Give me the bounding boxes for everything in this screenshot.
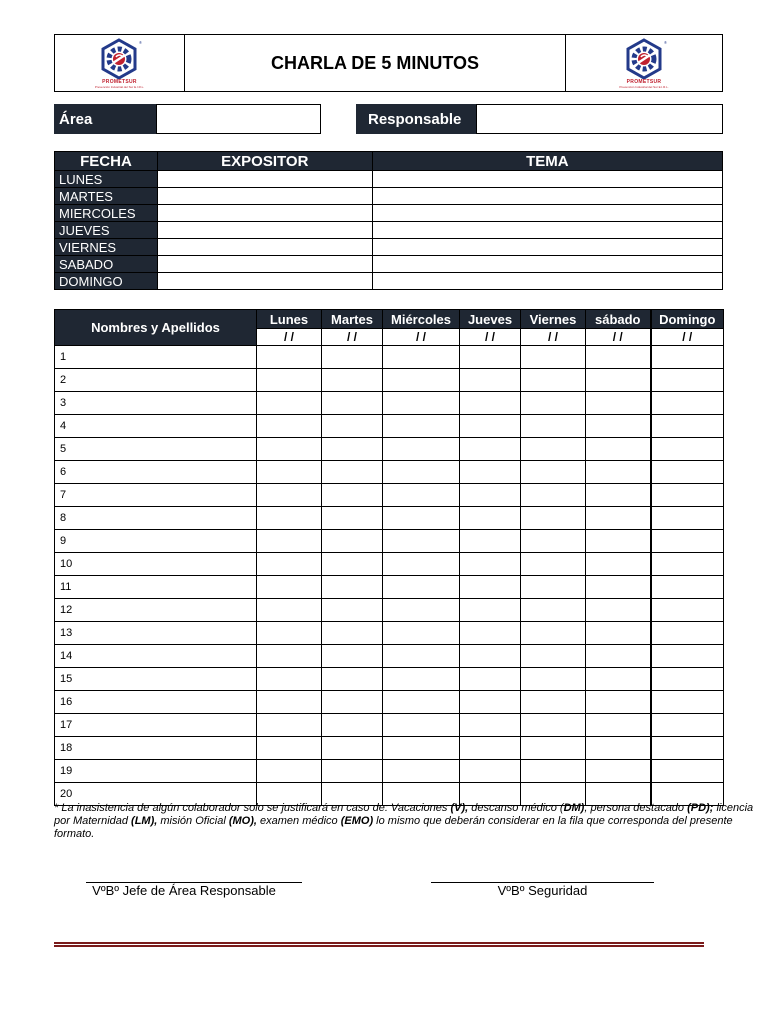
logo-cell-left <box>55 35 185 91</box>
names-header: Nombres y Apellidos <box>55 310 257 346</box>
expositor-cell[interactable] <box>157 273 372 290</box>
attendance-row <box>55 438 724 461</box>
footnote-text: descanso médico ( <box>468 802 564 814</box>
attendance-row <box>55 599 724 622</box>
attendance-cell[interactable] <box>322 599 383 622</box>
expositor-cell[interactable] <box>157 222 372 239</box>
attendance-cell[interactable] <box>651 668 724 691</box>
expositor-cell[interactable] <box>157 171 372 188</box>
attendance-cell[interactable] <box>383 622 460 645</box>
attendance-cell[interactable] <box>521 714 586 737</box>
attendance-cell[interactable] <box>322 346 383 369</box>
attendance-day-row <box>55 310 724 329</box>
attendance-cell[interactable] <box>460 507 521 530</box>
row-number[interactable]: 5 <box>55 438 257 461</box>
row-number[interactable]: 16 <box>55 691 257 714</box>
attendance-cell[interactable] <box>383 714 460 737</box>
attendance-cell[interactable] <box>586 484 651 507</box>
day-header-sabado: sábado <box>586 310 651 329</box>
attendance-cell[interactable] <box>651 438 724 461</box>
signature-label-right: VºBº Seguridad <box>497 883 588 898</box>
attendance-cell[interactable] <box>460 599 521 622</box>
day-label: DOMINGO <box>55 273 158 290</box>
attendance-cell[interactable] <box>521 415 586 438</box>
responsable-label: Responsable <box>356 104 476 134</box>
company-logo <box>619 38 668 89</box>
row-number[interactable]: 18 <box>55 737 257 760</box>
attendance-row <box>55 369 724 392</box>
tema-cell[interactable] <box>372 171 722 188</box>
attendance-cell[interactable] <box>460 530 521 553</box>
attendance-cell[interactable] <box>383 346 460 369</box>
attendance-cell[interactable] <box>521 760 586 783</box>
attendance-cell[interactable] <box>586 461 651 484</box>
attendance-cell[interactable] <box>586 530 651 553</box>
attendance-cell[interactable] <box>521 438 586 461</box>
day-header-martes: Martes <box>322 310 383 329</box>
attendance-cell[interactable] <box>460 576 521 599</box>
attendance-cell[interactable] <box>651 622 724 645</box>
schedule-table <box>54 151 723 290</box>
attendance-cell[interactable] <box>651 484 724 507</box>
schedule-row <box>55 222 723 239</box>
attendance-cell[interactable] <box>586 714 651 737</box>
footnote-code: (MO), <box>228 815 257 827</box>
attendance-cell[interactable] <box>383 461 460 484</box>
attendance-cell[interactable] <box>322 714 383 737</box>
attendance-cell[interactable] <box>257 737 322 760</box>
attendance-cell[interactable] <box>586 369 651 392</box>
attendance-cell[interactable] <box>322 507 383 530</box>
attendance-cell[interactable] <box>460 737 521 760</box>
footnote-text: misión Oficial <box>157 815 229 827</box>
attendance-cell[interactable] <box>460 714 521 737</box>
attendance-cell[interactable] <box>586 553 651 576</box>
attendance-cell[interactable] <box>521 691 586 714</box>
day-header-viernes: Viernes <box>521 310 586 329</box>
footnote-code: DM) <box>563 802 585 814</box>
attendance-cell[interactable] <box>322 438 383 461</box>
attendance-cell[interactable] <box>322 691 383 714</box>
schedule-row <box>55 239 723 256</box>
company-logo <box>95 38 144 89</box>
attendance-cell[interactable] <box>651 691 724 714</box>
attendance-cell[interactable] <box>257 415 322 438</box>
footnote <box>54 802 754 841</box>
attendance-row <box>55 576 724 599</box>
attendance-cell[interactable] <box>257 369 322 392</box>
attendance-cell[interactable] <box>651 369 724 392</box>
tema-header: TEMA <box>372 152 722 171</box>
day-header-lunes: Lunes <box>257 310 322 329</box>
attendance-cell[interactable] <box>383 530 460 553</box>
attendance-cell[interactable] <box>257 484 322 507</box>
attendance-cell[interactable] <box>257 668 322 691</box>
attendance-cell[interactable] <box>322 760 383 783</box>
bottom-rule <box>54 942 704 947</box>
attendance-cell[interactable] <box>521 645 586 668</box>
attendance-cell[interactable] <box>586 415 651 438</box>
attendance-row <box>55 415 724 438</box>
attendance-row <box>55 507 724 530</box>
row-number[interactable]: 8 <box>55 507 257 530</box>
day-label: MIERCOLES <box>55 205 158 222</box>
attendance-cell[interactable] <box>257 760 322 783</box>
attendance-cell[interactable] <box>383 645 460 668</box>
attendance-cell[interactable] <box>651 599 724 622</box>
row-number[interactable]: 17 <box>55 714 257 737</box>
attendance-cell[interactable] <box>651 507 724 530</box>
attendance-cell[interactable] <box>651 346 724 369</box>
row-number[interactable]: 19 <box>55 760 257 783</box>
attendance-cell[interactable] <box>460 392 521 415</box>
date-field[interactable]: / / <box>383 329 460 346</box>
footnote-text: * La inasistencia de algún colaborador solo se justificará en caso de: Vacaciones <box>54 802 451 814</box>
attendance-cell[interactable] <box>521 461 586 484</box>
logo-tagline: Prevención Industrial del Sur E.I.R.L. <box>619 84 669 89</box>
date-field[interactable]: / / <box>257 329 322 346</box>
attendance-cell[interactable] <box>460 691 521 714</box>
area-field[interactable] <box>156 104 321 134</box>
attendance-cell[interactable] <box>586 599 651 622</box>
logo-brand-text: PROMETSUR <box>102 78 137 85</box>
tema-cell[interactable] <box>372 256 722 273</box>
attendance-cell[interactable] <box>651 760 724 783</box>
attendance-cell[interactable] <box>521 737 586 760</box>
row-number[interactable]: 1 <box>55 346 257 369</box>
footnote-code: (EMO) <box>340 815 374 827</box>
attendance-cell[interactable] <box>383 507 460 530</box>
attendance-cell[interactable] <box>460 645 521 668</box>
attendance-cell[interactable] <box>521 346 586 369</box>
attendance-cell[interactable] <box>257 576 322 599</box>
attendance-cell[interactable] <box>460 369 521 392</box>
attendance-row <box>55 691 724 714</box>
document-title: CHARLA DE 5 MINUTOS <box>270 52 479 73</box>
expositor-cell[interactable] <box>157 188 372 205</box>
schedule-row <box>55 188 723 205</box>
logo-brand-text: PROMETSUR <box>626 78 662 85</box>
footnote-text: lo mismo que deberán considerar en la fila que corresponda del presente formato. <box>54 815 733 840</box>
row-number[interactable]: 14 <box>55 645 257 668</box>
attendance-cell[interactable] <box>651 737 724 760</box>
date-field[interactable]: / / <box>322 329 383 346</box>
attendance-cell[interactable] <box>383 737 460 760</box>
svg-text:®: ® <box>139 39 143 45</box>
tema-cell[interactable] <box>372 205 722 222</box>
schedule-header-row <box>55 152 723 171</box>
day-label: VIERNES <box>55 239 158 256</box>
attendance-cell[interactable] <box>521 668 586 691</box>
area-label: Área <box>54 104 156 134</box>
footnote-code: (PD); <box>687 802 714 814</box>
tema-cell[interactable] <box>372 188 722 205</box>
attendance-cell[interactable] <box>460 668 521 691</box>
attendance-cell[interactable] <box>383 576 460 599</box>
document-header <box>54 34 723 92</box>
attendance-cell[interactable] <box>383 415 460 438</box>
attendance-row <box>55 714 724 737</box>
attendance-cell[interactable] <box>257 392 322 415</box>
day-label: MARTES <box>55 188 158 205</box>
signature-label-left: VºBº Jefe de Área Responsable <box>92 883 276 898</box>
attendance-table <box>54 309 724 806</box>
attendance-cell[interactable] <box>257 346 322 369</box>
attendance-cell[interactable] <box>586 576 651 599</box>
attendance-cell[interactable] <box>651 553 724 576</box>
attendance-row <box>55 553 724 576</box>
attendance-cell[interactable] <box>257 507 322 530</box>
schedule-row <box>55 205 723 222</box>
fecha-header: FECHA <box>55 152 158 171</box>
attendance-cell[interactable] <box>521 622 586 645</box>
footnote-text: , persona destacado <box>584 802 688 814</box>
attendance-cell[interactable] <box>586 438 651 461</box>
attendance-cell[interactable] <box>651 645 724 668</box>
attendance-cell[interactable] <box>521 576 586 599</box>
day-label: SABADO <box>55 256 158 273</box>
attendance-cell[interactable] <box>383 760 460 783</box>
attendance-cell[interactable] <box>460 553 521 576</box>
attendance-cell[interactable] <box>586 691 651 714</box>
attendance-cell[interactable] <box>651 576 724 599</box>
tema-cell[interactable] <box>372 222 722 239</box>
row-number[interactable]: 7 <box>55 484 257 507</box>
logo-tagline: Prevención Industrial del Sur E.I.R.L. <box>94 84 145 89</box>
attendance-cell[interactable] <box>322 530 383 553</box>
attendance-row <box>55 530 724 553</box>
row-number[interactable]: 15 <box>55 668 257 691</box>
tema-cell[interactable] <box>372 239 722 256</box>
attendance-cell[interactable] <box>651 461 724 484</box>
attendance-cell[interactable] <box>651 415 724 438</box>
attendance-cell[interactable] <box>521 369 586 392</box>
row-number[interactable]: 12 <box>55 599 257 622</box>
attendance-cell[interactable] <box>322 553 383 576</box>
attendance-cell[interactable] <box>460 461 521 484</box>
row-number[interactable]: 13 <box>55 622 257 645</box>
logo-cell-right <box>565 35 722 91</box>
day-label: JUEVES <box>55 222 158 239</box>
attendance-cell[interactable] <box>586 392 651 415</box>
attendance-cell[interactable] <box>257 622 322 645</box>
attendance-row <box>55 668 724 691</box>
attendance-cell[interactable] <box>651 392 724 415</box>
expositor-cell[interactable] <box>157 256 372 273</box>
row-number[interactable]: 10 <box>55 553 257 576</box>
attendance-cell[interactable] <box>521 484 586 507</box>
schedule-row <box>55 256 723 273</box>
footnote-text: examen médico <box>256 815 341 827</box>
attendance-cell[interactable] <box>651 530 724 553</box>
attendance-cell[interactable] <box>383 392 460 415</box>
day-header-miercoles: Miércoles <box>383 310 460 329</box>
attendance-cell[interactable] <box>383 484 460 507</box>
gear-logo-icon <box>95 38 143 80</box>
row-number[interactable]: 6 <box>55 461 257 484</box>
attendance-cell[interactable] <box>383 691 460 714</box>
attendance-cell[interactable] <box>460 622 521 645</box>
attendance-cell[interactable] <box>322 369 383 392</box>
row-number[interactable]: 11 <box>55 576 257 599</box>
date-field[interactable]: / / <box>586 329 651 346</box>
attendance-cell[interactable] <box>521 553 586 576</box>
attendance-row <box>55 484 724 507</box>
attendance-cell[interactable] <box>257 530 322 553</box>
attendance-cell[interactable] <box>383 369 460 392</box>
date-field[interactable]: / / <box>651 329 724 346</box>
attendance-cell[interactable] <box>460 346 521 369</box>
footnote-code: (V), <box>450 802 469 814</box>
footnote-text: licencia por Maternidad <box>54 802 754 827</box>
attendance-cell[interactable] <box>322 622 383 645</box>
attendance-cell[interactable] <box>322 461 383 484</box>
attendance-row <box>55 760 724 783</box>
attendance-cell[interactable] <box>586 622 651 645</box>
attendance-cell[interactable] <box>322 484 383 507</box>
row-number[interactable]: 9 <box>55 530 257 553</box>
attendance-cell[interactable] <box>586 760 651 783</box>
expositor-header: EXPOSITOR <box>157 152 372 171</box>
attendance-cell[interactable] <box>322 392 383 415</box>
attendance-cell[interactable] <box>521 599 586 622</box>
svg-text:®: ® <box>663 39 667 45</box>
responsable-field[interactable] <box>476 104 723 134</box>
schedule-row <box>55 273 723 290</box>
attendance-cell[interactable] <box>521 392 586 415</box>
attendance-cell[interactable] <box>460 415 521 438</box>
row-number[interactable]: 4 <box>55 415 257 438</box>
attendance-cell[interactable] <box>383 668 460 691</box>
attendance-cell[interactable] <box>383 599 460 622</box>
attendance-cell[interactable] <box>586 507 651 530</box>
day-header-domingo: Domingo <box>651 310 724 329</box>
attendance-row <box>55 737 724 760</box>
attendance-cell[interactable] <box>383 553 460 576</box>
attendance-cell[interactable] <box>322 645 383 668</box>
attendance-cell[interactable] <box>460 760 521 783</box>
attendance-cell[interactable] <box>460 484 521 507</box>
expositor-cell[interactable] <box>157 205 372 222</box>
attendance-row <box>55 622 724 645</box>
attendance-row <box>55 346 724 369</box>
attendance-row <box>55 392 724 415</box>
attendance-cell[interactable] <box>257 714 322 737</box>
expositor-cell[interactable] <box>157 239 372 256</box>
attendance-cell[interactable] <box>586 737 651 760</box>
day-label: LUNES <box>55 171 158 188</box>
tema-cell[interactable] <box>372 273 722 290</box>
attendance-cell[interactable] <box>257 599 322 622</box>
attendance-cell[interactable] <box>257 461 322 484</box>
attendance-cell[interactable] <box>322 668 383 691</box>
day-header-jueves: Jueves <box>460 310 521 329</box>
attendance-cell[interactable] <box>521 507 586 530</box>
attendance-body <box>55 346 724 806</box>
attendance-cell[interactable] <box>257 553 322 576</box>
attendance-cell[interactable] <box>322 415 383 438</box>
date-field[interactable]: / / <box>521 329 586 346</box>
attendance-cell[interactable] <box>586 668 651 691</box>
attendance-cell[interactable] <box>460 438 521 461</box>
attendance-cell[interactable] <box>257 691 322 714</box>
row-number[interactable]: 3 <box>55 392 257 415</box>
attendance-cell[interactable] <box>257 645 322 668</box>
attendance-cell[interactable] <box>257 438 322 461</box>
attendance-cell[interactable] <box>322 576 383 599</box>
attendance-cell[interactable] <box>651 714 724 737</box>
schedule-row <box>55 171 723 188</box>
attendance-cell[interactable] <box>586 346 651 369</box>
attendance-cell[interactable] <box>521 530 586 553</box>
footnote-code: (LM), <box>131 815 158 827</box>
row-number[interactable]: 20 <box>55 783 257 806</box>
attendance-row <box>55 645 724 668</box>
attendance-cell[interactable] <box>383 438 460 461</box>
date-field[interactable]: / / <box>460 329 521 346</box>
attendance-cell[interactable] <box>322 737 383 760</box>
attendance-row <box>55 461 724 484</box>
attendance-cell[interactable] <box>586 645 651 668</box>
gear-logo-icon <box>620 38 668 80</box>
row-number[interactable]: 2 <box>55 369 257 392</box>
